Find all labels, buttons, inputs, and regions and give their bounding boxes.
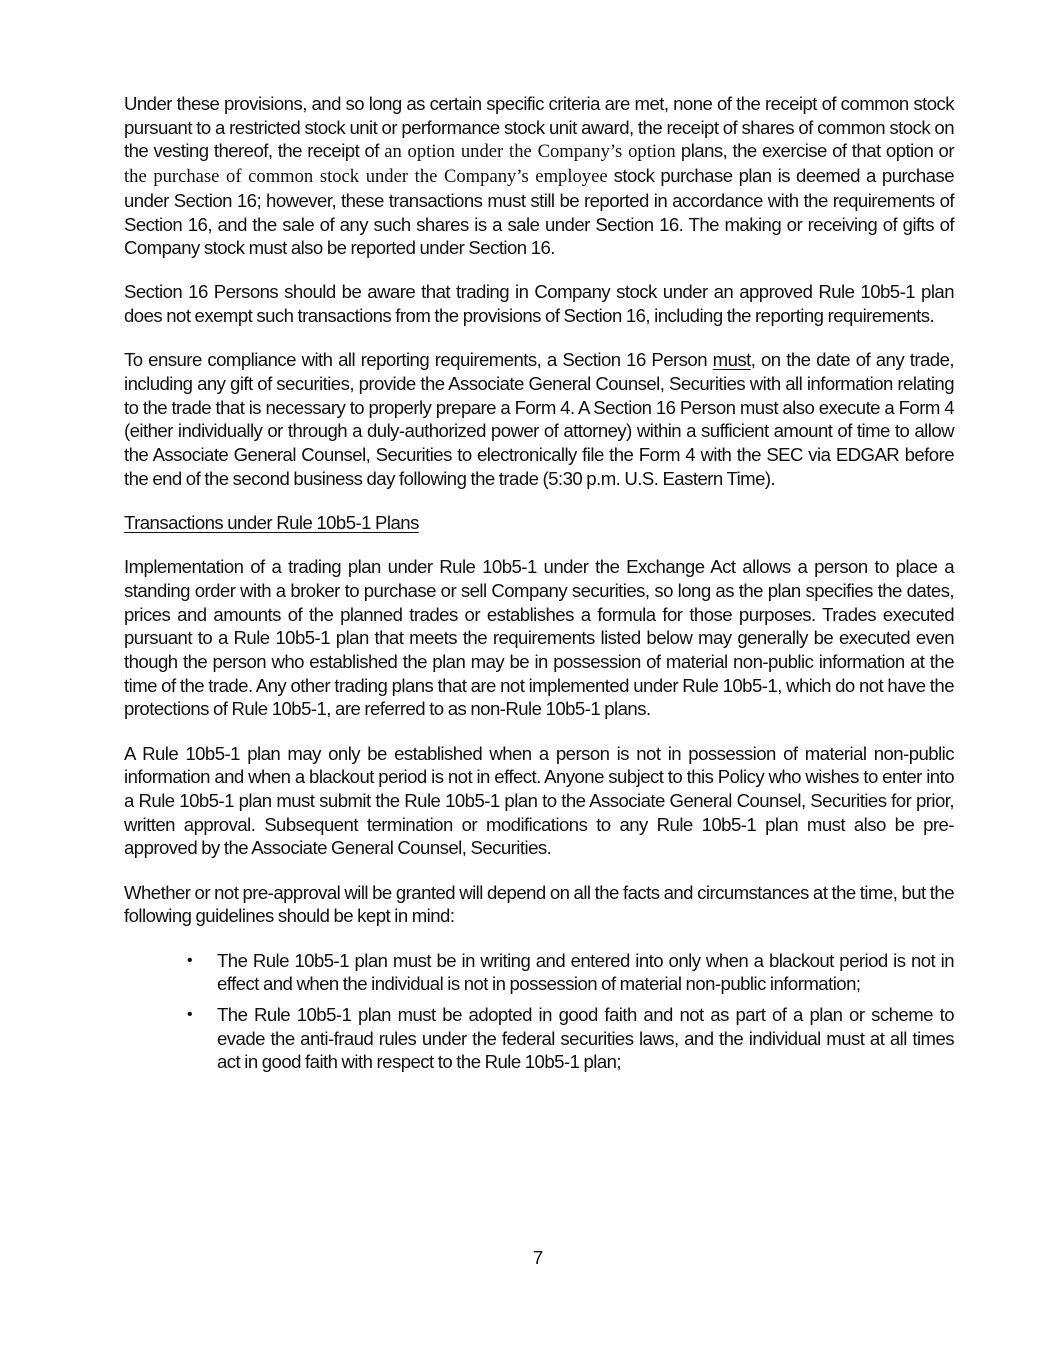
page-number: 7 [532, 1247, 544, 1268]
paragraph-pre-approval: Whether or not pre-approval will be granted will depend on all the facts and circumstances at the time, but the following guidelines should be kept in mind: [124, 881, 954, 927]
section-heading-text: Transactions under Rule 10b5-1 Plans [124, 512, 419, 534]
list-item [187, 949, 954, 996]
list-item [187, 1003, 954, 1074]
paragraph-text: , on the date of any trade, including any gift of securities, provide the Associate General Counsel, Securities with all information relating to the trade that is necessary to properly prepare a Form 4. A Section 16 Person must also execute a Form 4 (either individually or through a duly-authorized power of attorney) within a sufficient amount of time to allow the Associate General Counsel, Securities to electronically file the Form 4 with the SEC via EDGAR before the end of the second business day following the trade (5:30 p.m. U.S. Eastern Time). [124, 349, 954, 489]
paragraph-section-16-purchases [124, 92, 954, 260]
paragraph-text: To ensure compliance with all reporting requirements, a Section 16 Person [124, 349, 713, 371]
paragraph-text: plans, the exercise of that option or [675, 140, 954, 162]
paragraph-text-serif: the purchase of common stock under the Company’s employee [124, 166, 608, 188]
guidelines-list [124, 949, 954, 1075]
paragraph-10b5-1-not-exempt: Section 16 Persons should be aware that trading in Company stock under an approved Rule 10b5-1 plan does not exempt such transactions from the provisions of Section 16, including the reporting requirements. [124, 281, 954, 327]
paragraph-text: Under these provisions, and so long as certain specific criteria are met, none of the receipt of common stock pursuant to a restricted stock unit or performance stock unit award, the receipt of shares of common stock on the vesting thereof, the receipt of [124, 93, 954, 162]
emphasis-must: must [712, 349, 751, 371]
paragraph-text: stock purchase plan is deemed a purchase under Section 16; however, these transactions must still be reported in accordance with the requirements of Section 16, and the sale of any such shares is a sale under Section 16. The making or receiving of gifts of Company stock must also be reported under Section 16. [124, 165, 954, 259]
document-page [124, 92, 954, 1081]
bullet-icon: • [187, 1006, 193, 1023]
paragraph-plan-implementation: Implementation of a trading plan under Rule 10b5-1 under the Exchange Act allows a person to place a standing order with a broker to purchase or sell Company securities, so long as the plan specifies the dates, prices and amounts of the planned trades or establishes a formula for those purposes. Trades executed pursuant to a Rule 10b5-1 plan that meets the requirements listed below may generally be executed even though the person who established the plan may be in possession of material non-public information at the time of the trade. Any other trading plans that are not implemented under Rule 10b5-1, which do not have the protections of Rule 10b5-1, are referred to as non-Rule 10b5-1 plans. [124, 556, 954, 720]
list-item-text: The Rule 10b5-1 plan must be adopted in good faith and not as part of a plan or scheme to evade the anti-fraud rules under the federal securities laws, and the individual must at all times act in good faith with respect to the Rule 10b5-1 plan; [217, 1004, 954, 1073]
paragraph-plan-establishment: A Rule 10b5-1 plan may only be established when a person is not in possession of material non-public information and when a blackout period is not in effect. Anyone subject to this Policy who wishes to enter into a Rule 10b5-1 plan must submit the Rule 10b5-1 plan to the Associate General Counsel, Securities for prior, written approval. Subsequent termination or modifications to any Rule 10b5-1 plan must also be pre-approved by the Associate General Counsel, Securities. [124, 742, 954, 859]
paragraph-reporting-compliance [124, 348, 954, 490]
section-heading [124, 511, 954, 535]
list-item-text: The Rule 10b5-1 plan must be in writing and entered into only when a blackout period is not in effect and when the individual is not in possession of material non-public information; [217, 949, 954, 995]
paragraph-text-serif: an option under the Company’s option [384, 141, 676, 163]
bullet-icon: • [187, 951, 193, 969]
